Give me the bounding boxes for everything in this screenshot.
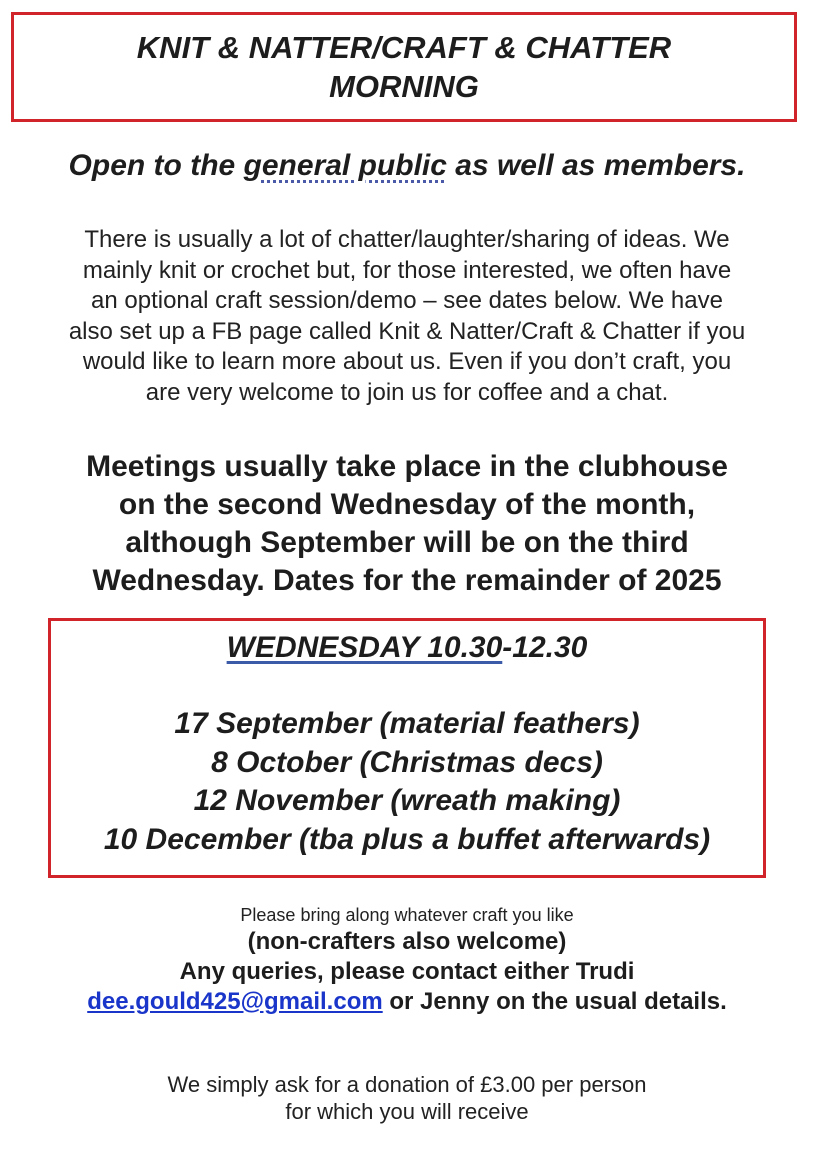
- meetings-line: Meetings usually take place in the clubhouse: [86, 450, 728, 483]
- schedule-box: [48, 618, 766, 878]
- page-title: [84, 28, 724, 106]
- schedule-heading-rest: -12.30: [502, 631, 588, 664]
- intro-line: are very welcome to join us for coffee and a chat.: [145, 378, 669, 406]
- meetings-line: Wednesday. Dates for the remainder of 2025: [92, 564, 722, 597]
- schedule-date-item: 17 September (material feathers): [174, 707, 640, 740]
- subtitle-emphasis: general public: [243, 149, 447, 182]
- email-link[interactable]: dee.gould425@gmail.com: [87, 988, 383, 1015]
- intro-line: also set up a FB page called Knit & Natter/Craft & Chatter if you: [68, 317, 746, 345]
- schedule-date-list: [51, 705, 763, 859]
- schedule-heading-underlined: WEDNESDAY 10.30: [226, 631, 503, 664]
- contact-line-1: Any queries, please contact either Trudi: [179, 958, 635, 985]
- donation-line-2: for which you will receive: [285, 1099, 529, 1124]
- title-line-1: KNIT & NATTER/CRAFT & CHATTER: [136, 30, 672, 65]
- meetings-paragraph: [22, 448, 792, 600]
- meetings-line: on the second Wednesday of the month,: [118, 488, 696, 521]
- subtitle-after: as well as members.: [446, 149, 746, 182]
- bring-craft-note: Please bring along whatever craft you like: [240, 905, 574, 925]
- intro-line: would like to learn more about us. Even if you don’t craft, you: [82, 348, 732, 375]
- intro-line: mainly knit or crochet but, for those interested, we often have: [82, 256, 732, 284]
- contact-line-2: or Jenny on the usual details.: [382, 988, 727, 1015]
- donation-note: [0, 1071, 814, 1125]
- non-crafters-welcome: (non-crafters also welcome): [247, 928, 567, 955]
- meetings-line: although September will be on the third: [125, 526, 689, 559]
- title-box: [11, 12, 797, 122]
- intro-paragraph: [22, 225, 792, 408]
- schedule-heading: [51, 629, 763, 667]
- title-line-2: MORNING: [329, 69, 479, 104]
- schedule-date-item: 8 October (Christmas decs): [211, 745, 603, 779]
- intro-line: an optional craft session/demo – see dates below. We have: [91, 287, 723, 314]
- schedule-date-item: 10 December (tba plus a buffet afterwards): [103, 822, 711, 856]
- donation-line-1: We simply ask for a donation of £3.00 per person: [167, 1072, 647, 1097]
- audience-subtitle: [0, 146, 814, 186]
- subtitle-before: Open to the: [68, 149, 244, 182]
- contact-paragraph: [0, 957, 814, 1017]
- schedule-date-item: 12 November (wreath making): [193, 784, 621, 817]
- intro-line: There is usually a lot of chatter/laughter/sharing of ideas. We: [84, 226, 730, 253]
